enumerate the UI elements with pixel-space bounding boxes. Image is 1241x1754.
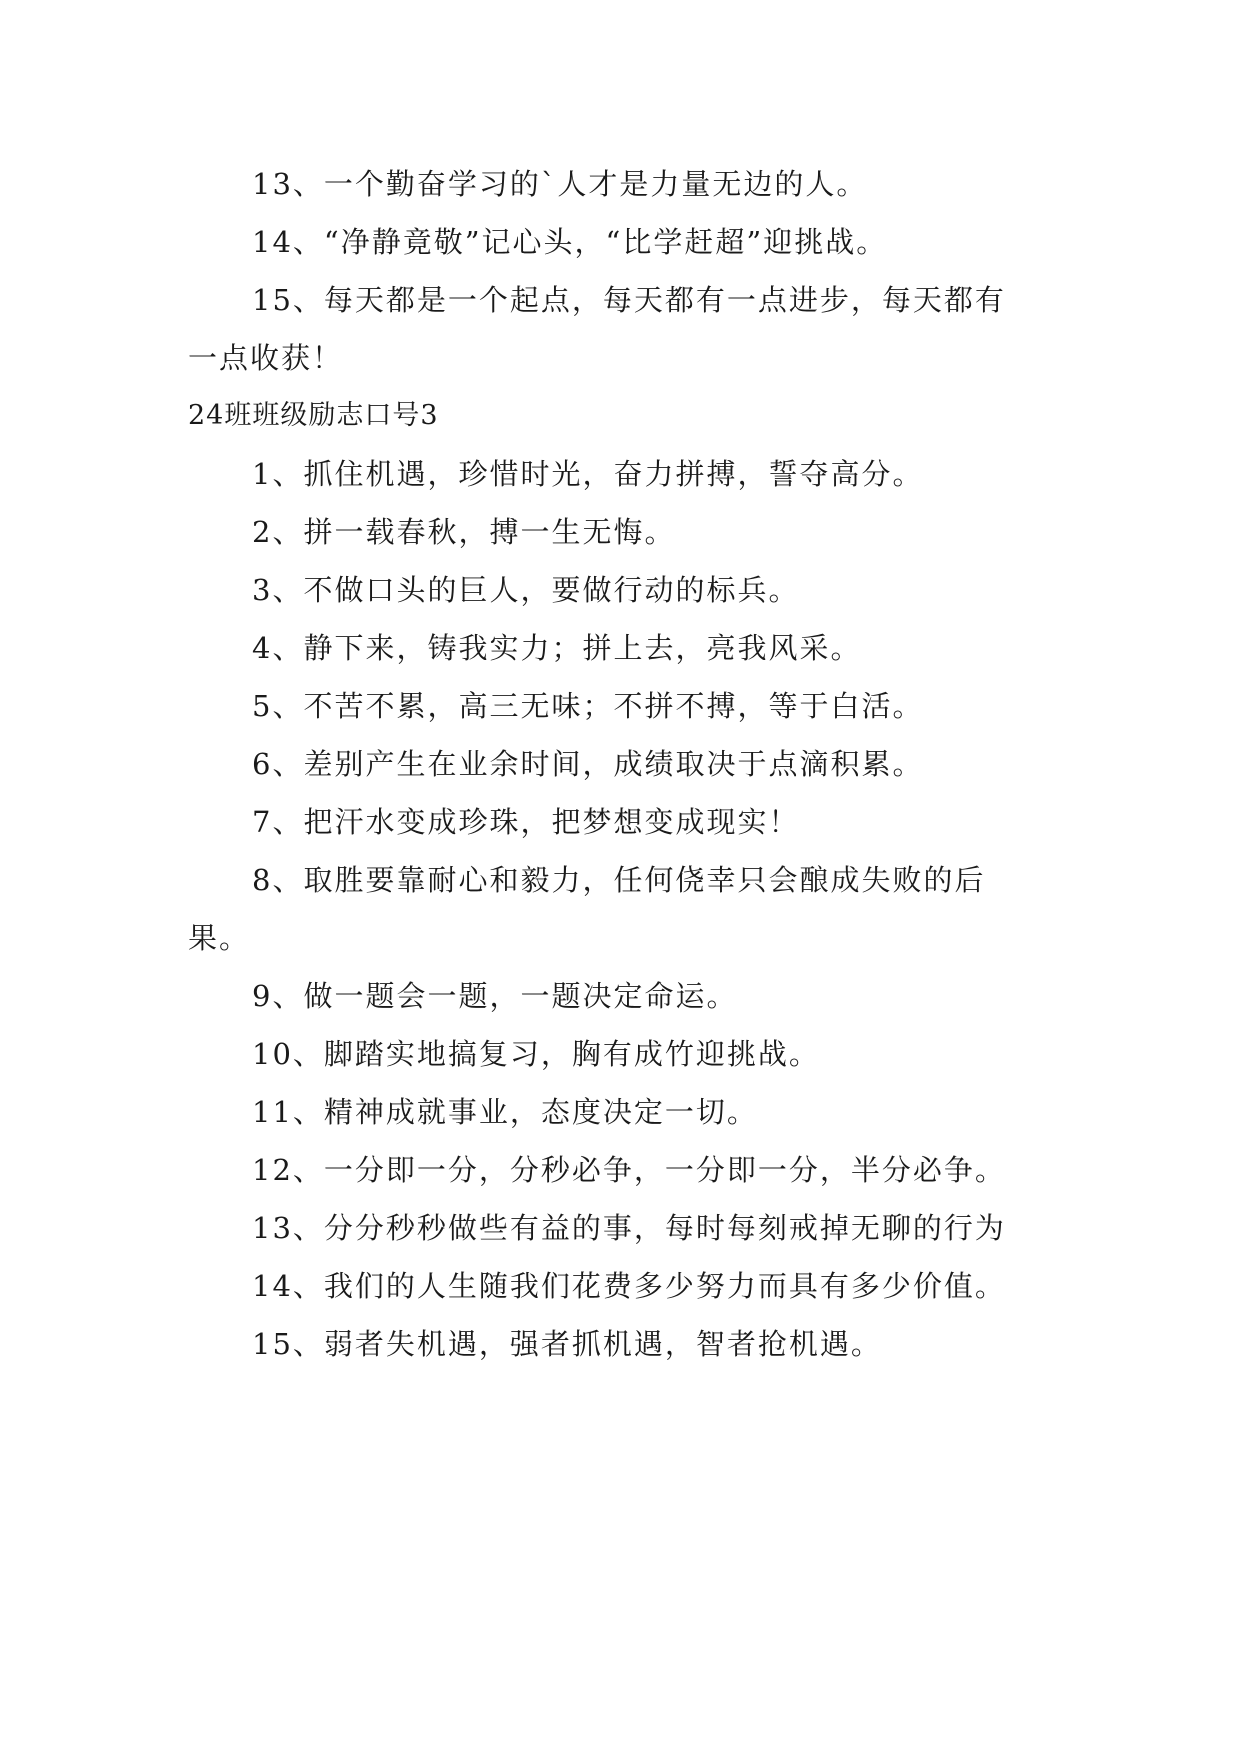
slogan-line: 8、取胜要靠耐心和毅力，任何侥幸只会酿成失败的后 [252, 863, 986, 897]
slogan-line: 14、我们的人生随我们花费多少努力而具有多少价值。 [252, 1269, 1006, 1303]
slogan-line-continuation: 一点收获！ [188, 341, 344, 375]
slogan-line: 9、做一题会一题，一题决定命运。 [252, 979, 738, 1013]
slogan-line: 10、脚踏实地搞复习，胸有成竹迎挑战。 [252, 1037, 820, 1071]
slogan-line: 4、静下来，铸我实力；拼上去，亮我风采。 [252, 631, 862, 665]
slogan-line: 7、把汗水变成珍珠，把梦想变成现实！ [252, 805, 800, 839]
slogan-line: 1、抓住机遇，珍惜时光，奋力拼搏，誓夺高分。 [252, 457, 924, 491]
slogan-line-continuation: 果。 [188, 921, 251, 955]
slogan-line: 15、弱者失机遇，强者抓机遇，智者抢机遇。 [252, 1327, 882, 1361]
slogan-line: 11、精神成就事业，态度决定一切。 [252, 1095, 758, 1129]
slogan-line: 13、分分秒秒做些有益的事，每时每刻戒掉无聊的行为 [252, 1211, 1006, 1245]
slogan-line: 12、一分即一分，分秒必争，一分即一分，半分必争。 [252, 1153, 1006, 1187]
slogan-line: 14、“净静竟敬”记心头，“比学赶超”迎挑战。 [252, 225, 888, 259]
slogan-line: 13、一个勤奋学习的`人才是力量无边的人。 [252, 167, 868, 201]
slogan-line: 6、差别产生在业余时间，成绩取决于点滴积累。 [252, 747, 924, 781]
slogan-line: 15、每天都是一个起点，每天都有一点进步，每天都有 [252, 283, 1006, 317]
section-heading: 24班班级励志口号3 [188, 400, 439, 431]
slogan-line: 5、不苦不累，高三无味；不拼不搏，等于白活。 [252, 689, 924, 723]
slogan-line: 2、拼一载春秋，搏一生无悔。 [252, 515, 676, 549]
slogan-line: 3、不做口头的巨人，要做行动的标兵。 [252, 573, 800, 607]
